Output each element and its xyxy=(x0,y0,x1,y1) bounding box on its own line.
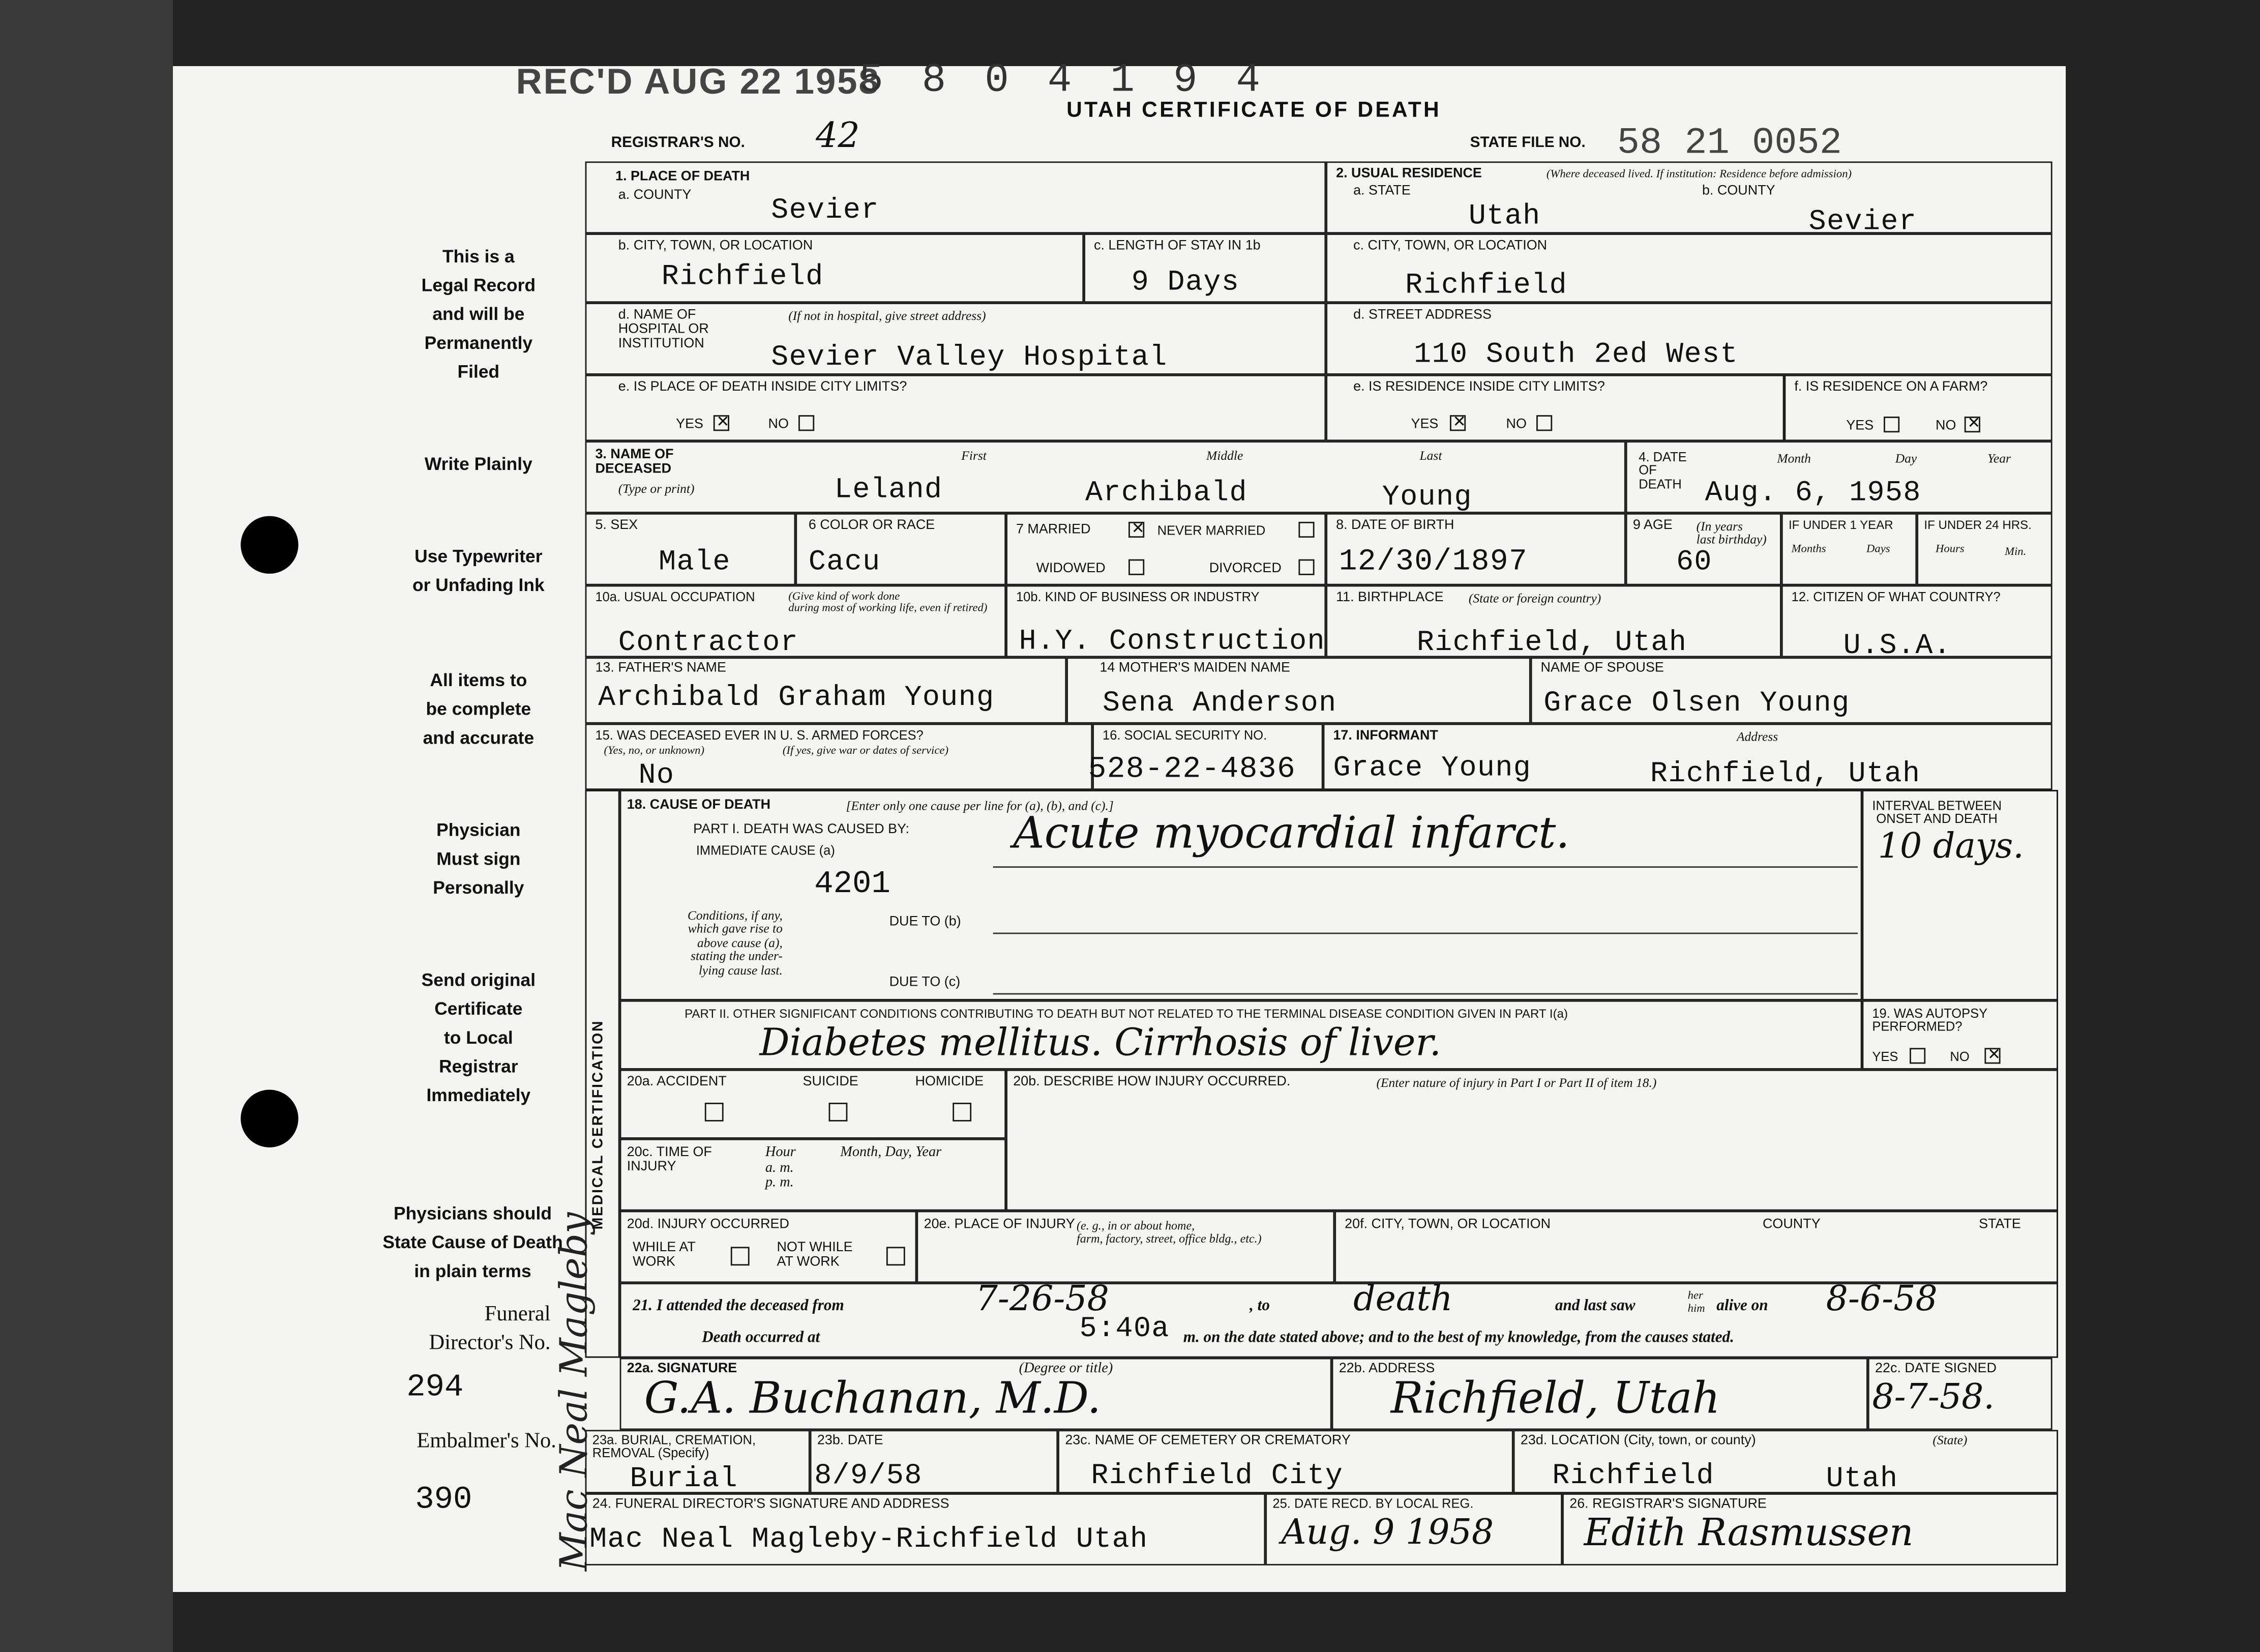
cell-spouse xyxy=(1531,657,2053,723)
burial-method: Burial xyxy=(630,1463,738,1496)
burial-location-state: Utah xyxy=(1826,1463,1898,1496)
attend-to: death xyxy=(1353,1278,1453,1319)
part2-value: Diabetes mellitus. Cirrhosis of liver. xyxy=(759,1022,1442,1066)
homicide-label: HOMICIDE xyxy=(915,1074,984,1090)
cell-occupation xyxy=(585,585,1006,658)
punch-hole xyxy=(241,516,298,574)
mdy-label: Month, Day, Year xyxy=(840,1144,942,1161)
death-inside-city-label: e. IS PLACE OF DEATH INSIDE CITY LIMITS? xyxy=(618,379,907,395)
residence-state: Utah xyxy=(1468,200,1541,234)
burial-date-label: 23b. DATE xyxy=(817,1432,883,1449)
father-label: 13. FATHER'S NAME xyxy=(595,660,726,676)
note-physician-sign: Physician Must sign Personally xyxy=(433,820,524,898)
injury-occurred-label: 20d. INJURY OCCURRED xyxy=(627,1216,789,1233)
farm-yes-label: YES xyxy=(1846,418,1874,434)
cause-code: 4201 xyxy=(814,866,890,903)
cause-line-a xyxy=(993,866,1858,868)
registrar-no-label: REGISTRAR'S NO. xyxy=(611,134,745,152)
cell-deceased-name xyxy=(585,441,1626,513)
burial-location-city: Richfield xyxy=(1552,1460,1715,1494)
residence-inside-yes-checkbox[interactable]: ✕ xyxy=(1450,415,1466,431)
ssn: 528-22-4836 xyxy=(1088,754,1296,787)
under1y-label: IF UNDER 1 YEAR xyxy=(1788,517,1893,532)
cell-registrar-signature xyxy=(1562,1493,2058,1566)
cell-time-of-injury xyxy=(620,1139,1006,1211)
farm-no-checkbox[interactable]: ✕ xyxy=(1965,417,1980,432)
spouse-label: NAME OF SPOUSE xyxy=(1540,660,1664,676)
not-while-work-checkbox[interactable] xyxy=(886,1247,905,1265)
cell-cause-of-death xyxy=(620,790,1862,1000)
father-name: Archibald Graham Young xyxy=(598,682,995,715)
cell-cemetery xyxy=(1058,1430,1513,1493)
autopsy-no-label: NO xyxy=(1950,1049,1970,1064)
cell-injury-occurred xyxy=(620,1211,917,1283)
length-of-stay: 9 Days xyxy=(1131,267,1240,300)
citizen-label: 12. CITIZEN OF WHAT COUNTRY? xyxy=(1791,589,2001,604)
interval-label: INTERVAL BETWEEN ONSET AND DEATH xyxy=(1872,799,2002,827)
cell-death-city xyxy=(585,233,1084,303)
alive-on-label: alive on xyxy=(1716,1297,1768,1315)
date-received: Aug. 9 1958 xyxy=(1281,1512,1494,1553)
note-typewriter: Use Typewriter or Unfading Ink xyxy=(412,546,545,596)
medical-vertical-band xyxy=(585,790,620,1358)
married-label: 7 MARRIED xyxy=(1016,521,1091,538)
cell-race xyxy=(795,513,1006,585)
physician-address: Richfield, Utah xyxy=(1390,1373,1720,1424)
widowed-checkbox[interactable] xyxy=(1128,559,1144,575)
cell-burial-date xyxy=(810,1430,1058,1493)
divorced-label: DIVORCED xyxy=(1209,560,1282,577)
accident-label: 20a. ACCIDENT xyxy=(627,1074,727,1090)
death-city-label: b. CITY, TOWN, OR LOCATION xyxy=(618,238,813,254)
funeral-director: Mac Neal Magleby-Richfield Utah xyxy=(589,1523,1148,1557)
cell-father xyxy=(585,657,1067,723)
age: 60 xyxy=(1676,546,1712,580)
sex: Male xyxy=(659,546,731,580)
death-occurred-label: Death occurred at xyxy=(702,1329,820,1346)
occupation: Contractor xyxy=(618,627,799,660)
cell-age xyxy=(1626,513,1781,585)
death-inside-yes-checkbox[interactable]: ✕ xyxy=(713,415,729,431)
death-inside-no-checkbox[interactable] xyxy=(798,415,814,431)
cell-date-received xyxy=(1265,1493,1562,1566)
accident-checkbox[interactable] xyxy=(705,1103,724,1122)
embalmer-no-label: Embalmer's No. xyxy=(417,1430,556,1453)
cell-residence-city xyxy=(1326,233,2052,303)
never-married-checkbox[interactable] xyxy=(1298,522,1314,538)
punch-hole xyxy=(241,1090,298,1147)
place-of-death-header: 1. PLACE OF DEATH xyxy=(615,168,750,185)
cell-place-of-injury xyxy=(916,1211,1334,1283)
date-signed: 8-7-58. xyxy=(1872,1376,1995,1417)
spouse-name: Grace Olsen Young xyxy=(1543,687,1850,721)
deceased-name-note: (Type or print) xyxy=(618,481,695,496)
death-inside-no-label: NO xyxy=(768,417,789,433)
armed-note: (Yes, no, or unknown) xyxy=(604,744,705,757)
cell-length-of-stay xyxy=(1084,233,1326,303)
armed-label: 15. WAS DECEASED EVER IN U. S. ARMED FORCES? xyxy=(595,728,924,743)
note-physicians-state: Physicians should State Cause of Death in plain terms xyxy=(382,1203,563,1282)
cause-header: 18. CAUSE OF DEATH xyxy=(627,797,771,813)
cell-burial-method xyxy=(585,1430,810,1496)
cell-hospital xyxy=(585,303,1326,375)
registrar-signature-label: 26. REGISTRAR'S SIGNATURE xyxy=(1569,1496,1767,1512)
cell-business xyxy=(1006,585,1326,658)
birth-label: 8. DATE OF BIRTH xyxy=(1336,517,1454,534)
last-name-label: Last xyxy=(1419,448,1442,463)
autopsy-yes-label: YES xyxy=(1872,1049,1898,1064)
injury-city-label: 20f. CITY, TOWN, OR LOCATION xyxy=(1345,1216,1551,1233)
business: H.Y. Construction xyxy=(1019,625,1325,659)
cell-attendance xyxy=(620,1278,2058,1358)
embalmer-no: 390 xyxy=(415,1482,472,1518)
note-write-plainly: Write Plainly xyxy=(424,454,532,475)
date-of-birth: 12/30/1897 xyxy=(1339,546,1528,580)
citizen: U.S.A. xyxy=(1843,630,1952,663)
registrar-signature: Edith Rasmussen xyxy=(1584,1512,1914,1555)
attend-from: 7-26-58 xyxy=(975,1278,1109,1319)
age-note: (In years last birthday) xyxy=(1696,519,1767,547)
conditions-note: Conditions, if any, which gave rise to above cause (a), stating the under- lying cause last. xyxy=(687,908,783,977)
deceased-name-label: 3. NAME OF DECEASED xyxy=(595,447,674,477)
cell-injury-location xyxy=(1334,1211,2058,1283)
date-signed-label: 22c. DATE SIGNED xyxy=(1875,1361,1997,1377)
informant-address: Richfield, Utah xyxy=(1650,758,1921,791)
signature-label: 22a. SIGNATURE xyxy=(627,1361,737,1377)
residence-inside-yes-label: YES xyxy=(1411,417,1439,433)
occupation-label: 10a. USUAL OCCUPATION xyxy=(595,589,755,604)
race: Cacu xyxy=(808,546,881,580)
hours-label: Hours xyxy=(1936,542,1965,555)
cell-ssn xyxy=(1088,724,1323,790)
usual-residence-note: (Where deceased lived. If institution: Residence before admission) xyxy=(1546,167,1852,181)
residence-county: Sevier xyxy=(1808,206,1917,240)
cell-death-inside-city xyxy=(585,375,1326,441)
cell-date-signed xyxy=(1868,1358,2053,1430)
mother-name: Sena Anderson xyxy=(1103,687,1337,721)
burial-date: 8/9/58 xyxy=(814,1460,923,1494)
last-name: Young xyxy=(1382,481,1472,515)
residence-inside-city-label: e. IS RESIDENCE INSIDE CITY LIMITS? xyxy=(1353,379,1605,395)
cell-informant xyxy=(1323,724,2053,790)
cell-citizenship xyxy=(1781,585,2053,663)
place-injury-note: (e. g., in or about home, farm, factory, street, office bldg., etc.) xyxy=(1076,1218,1262,1246)
part1-label: PART I. DEATH WAS CAUSED BY: xyxy=(693,821,910,838)
birthplace-label: 11. BIRTHPLACE xyxy=(1336,589,1444,606)
to-label: , to xyxy=(1250,1297,1270,1315)
injury-state-label: STATE xyxy=(1979,1216,2021,1233)
cause-line-c xyxy=(993,993,1858,995)
day-label: Day xyxy=(1895,451,1917,466)
autopsy-label: 19. WAS AUTOPSY PERFORMED? xyxy=(1872,1006,1988,1035)
residence-city: Richfield xyxy=(1405,269,1568,303)
married-checkbox[interactable]: ✕ xyxy=(1128,522,1144,538)
cell-death-county xyxy=(585,161,1326,233)
birthplace-note: (State or foreign country) xyxy=(1468,591,1601,606)
informant-address-label: Address xyxy=(1736,729,1778,744)
street-label: d. STREET ADDRESS xyxy=(1353,307,1492,323)
farm-no-label: NO xyxy=(1936,418,1956,434)
date-of-death: Aug. 6, 1958 xyxy=(1705,477,1921,511)
time-of-injury-label: 20c. TIME OF INJURY xyxy=(627,1144,712,1175)
age-label: 9 AGE xyxy=(1632,517,1673,534)
middle-name-label: Middle xyxy=(1206,448,1243,463)
autopsy-yes-checkbox[interactable] xyxy=(1910,1048,1925,1064)
residence-county-label: b. COUNTY xyxy=(1702,183,1775,199)
not-while-work-label: NOT WHILE AT WORK xyxy=(777,1240,853,1270)
autopsy-no-checkbox[interactable]: ✕ xyxy=(1984,1048,2000,1064)
immediate-cause-label: IMMEDIATE CAUSE (a) xyxy=(696,843,835,858)
cell-birthplace xyxy=(1326,585,1781,658)
death-time: 5:40a xyxy=(1079,1313,1170,1346)
mother-label: 14 MOTHER'S MAIDEN NAME xyxy=(1099,660,1291,676)
cell-street-address xyxy=(1326,303,2052,375)
min-label: Min. xyxy=(2005,545,2027,558)
farm-yes-checkbox[interactable] xyxy=(1884,417,1899,432)
occupation-note: (Give kind of work done during most of working life, even if retired) xyxy=(788,589,988,615)
residence-city-label: c. CITY, TOWN, OR LOCATION xyxy=(1353,238,1548,254)
cell-residence-state-county xyxy=(1326,161,2052,240)
usual-residence-header: 2. USUAL RESIDENCE xyxy=(1336,165,1482,182)
cell-under-1-year xyxy=(1781,513,1917,585)
received-stamp: REC'D AUG 22 1958 xyxy=(516,62,880,103)
physician-signature: G.A. Buchanan, M.D. xyxy=(644,1373,1101,1424)
cell-interval xyxy=(1862,790,2058,1000)
date-received-label: 25. DATE RECD. BY LOCAL REG. xyxy=(1272,1496,1474,1511)
year-label: Year xyxy=(1987,451,2011,466)
ssn-label: 16. SOCIAL SECURITY NO. xyxy=(1103,728,1267,743)
cause-note: [Enter only one cause per line for (a), (b), and (c).] xyxy=(846,799,1114,813)
cell-residence-inside-city xyxy=(1326,375,1784,441)
residence-inside-no-checkbox[interactable] xyxy=(1536,415,1552,431)
suicide-checkbox[interactable] xyxy=(829,1103,848,1122)
farm-label: f. IS RESIDENCE ON A FARM? xyxy=(1794,379,1988,395)
residence-inside-no-label: NO xyxy=(1506,417,1527,433)
cell-funeral-director xyxy=(585,1493,1266,1566)
homicide-checkbox[interactable] xyxy=(953,1103,971,1122)
cell-sex xyxy=(585,513,796,585)
hospital-label: d. NAME OF HOSPITAL OR INSTITUTION xyxy=(618,307,709,352)
informant-name: Grace Young xyxy=(1333,752,1532,786)
date-of-death-label: 4. DATE OF DEATH xyxy=(1639,450,1687,492)
month-label: Month xyxy=(1777,451,1811,466)
registrar-no: 42 xyxy=(816,115,860,156)
while-at-work-label: WHILE AT WORK xyxy=(633,1240,696,1270)
injury-desc-label: 20b. DESCRIBE HOW INJURY OCCURRED. xyxy=(1013,1074,1291,1090)
hospital-note: (If not in hospital, give street address) xyxy=(788,308,986,323)
birthplace: Richfield, Utah xyxy=(1416,627,1687,660)
cell-date-of-birth xyxy=(1326,513,1625,585)
cell-autopsy xyxy=(1862,1000,2058,1070)
cell-marital-status xyxy=(1006,513,1326,585)
armed-forces: No xyxy=(638,759,675,793)
burial-location-label: 23d. LOCATION (City, town, or county) xyxy=(1520,1432,1756,1449)
street-address: 110 South 2ed West xyxy=(1414,338,1738,372)
cell-under-24-hours xyxy=(1917,513,2052,585)
medical-certification-label: MEDICAL CERTIFICATION xyxy=(590,1019,607,1230)
cause-line-b xyxy=(993,933,1858,934)
death-occurred-rest: m. on the date stated above; and to the best of my knowledge, from the causes stated. xyxy=(1183,1329,1734,1346)
under24h-label: IF UNDER 24 HRS. xyxy=(1924,517,2032,532)
her-him-label: her him xyxy=(1687,1288,1705,1315)
cemetery-label: 23c. NAME OF CEMETERY OR CREMATORY xyxy=(1065,1432,1351,1449)
note-legal-record: This is a Legal Record and will be Permanently Filed xyxy=(421,246,536,382)
death-county-label: a. COUNTY xyxy=(618,187,692,203)
never-married-label: NEVER MARRIED xyxy=(1157,523,1266,538)
hour-label: Hour a. m. p. m. xyxy=(765,1144,796,1191)
first-name-label: First xyxy=(961,448,987,463)
first-name: Leland xyxy=(834,474,943,508)
cell-armed-forces xyxy=(585,724,1093,793)
cell-injury-description xyxy=(1006,1070,2058,1211)
alive-on: 8-6-58 xyxy=(1826,1278,1938,1319)
part2-label: PART II. OTHER SIGNIFICANT CONDITIONS CONTRIBUTING TO DEATH BUT NOT RELATED TO THE TERMINAL DISEASE CONDITION GIVEN IN PART I(a) xyxy=(685,1006,1568,1021)
cell-residence-farm xyxy=(1784,375,2052,441)
cell-mother xyxy=(1066,657,1531,723)
cell-part2 xyxy=(620,1000,1862,1070)
funeral-director-no-label: Funeral Director's No. xyxy=(429,1303,551,1355)
death-inside-yes-label: YES xyxy=(676,417,704,433)
cell-injury-type xyxy=(620,1070,1006,1139)
while-at-work-checkbox[interactable] xyxy=(731,1247,750,1265)
certificate-title: UTAH CERTIFICATE OF DEATH xyxy=(1066,98,1441,123)
place-injury-label: 20e. PLACE OF INJURY xyxy=(924,1216,1075,1233)
divorced-checkbox[interactable] xyxy=(1298,559,1314,575)
cemetery: Richfield City xyxy=(1091,1460,1344,1494)
hospital-name: Sevier Valley Hospital xyxy=(771,341,1168,375)
degree-label: (Degree or title) xyxy=(1019,1361,1113,1377)
suicide-label: SUICIDE xyxy=(802,1074,858,1090)
note-complete: All items to be complete and accurate xyxy=(423,670,534,748)
note-send-original: Send original Certificate to Local Registrar Immediately xyxy=(421,970,536,1106)
last-saw-label: and last saw xyxy=(1555,1297,1635,1315)
months-label: Months xyxy=(1791,542,1826,555)
state-file-label: STATE FILE NO. xyxy=(1470,134,1586,152)
days-label: Days xyxy=(1866,542,1890,555)
burial-state-label: (State) xyxy=(1932,1432,1968,1448)
margin-signature: Mac Neal Magleby xyxy=(553,1212,597,1572)
death-city: Richfield xyxy=(661,260,824,294)
due-to-c-label: DUE TO (c) xyxy=(889,974,961,990)
residence-state-label: a. STATE xyxy=(1353,183,1411,199)
funeral-director-no: 294 xyxy=(406,1369,464,1406)
immediate-cause: Acute myocardial infarct. xyxy=(1013,808,1570,860)
cell-physician-address xyxy=(1332,1358,1868,1430)
widowed-label: WIDOWED xyxy=(1036,560,1106,577)
middle-name: Archibald xyxy=(1085,477,1247,511)
cell-date-of-death xyxy=(1626,441,2053,513)
due-to-b-label: DUE TO (b) xyxy=(889,913,961,930)
cell-physician-signature xyxy=(620,1358,1332,1430)
cell-burial-location xyxy=(1513,1430,2058,1496)
sex-label: 5. SEX xyxy=(595,517,638,534)
attend-label: 21. I attended the deceased from xyxy=(633,1297,844,1315)
injury-desc-note: (Enter nature of injury in Part I or Part II of item 18.) xyxy=(1376,1075,1657,1090)
armed-note2: (If yes, give war or dates of service) xyxy=(782,744,948,757)
race-label: 6 COLOR OR RACE xyxy=(808,517,935,534)
funeral-director-label: 24. FUNERAL DIRECTOR'S SIGNATURE AND ADDRESS xyxy=(592,1496,949,1512)
physician-address-label: 22b. ADDRESS xyxy=(1339,1361,1435,1377)
length-of-stay-label: c. LENGTH OF STAY IN 1b xyxy=(1094,238,1261,254)
state-file-no: 58 21 0052 xyxy=(1617,121,1842,165)
informant-label: 17. INFORMANT xyxy=(1333,728,1438,744)
interval-value: 10 days. xyxy=(1878,825,2024,867)
document-serial: 5 8 0 4 1 9 4 xyxy=(859,59,1268,104)
business-label: 10b. KIND OF BUSINESS OR INDUSTRY xyxy=(1016,589,1260,604)
injury-county-label: COUNTY xyxy=(1762,1216,1821,1233)
death-county: Sevier xyxy=(771,194,879,228)
burial-method-label: 23a. BURIAL, CREMATION, REMOVAL (Specify) xyxy=(592,1432,756,1461)
